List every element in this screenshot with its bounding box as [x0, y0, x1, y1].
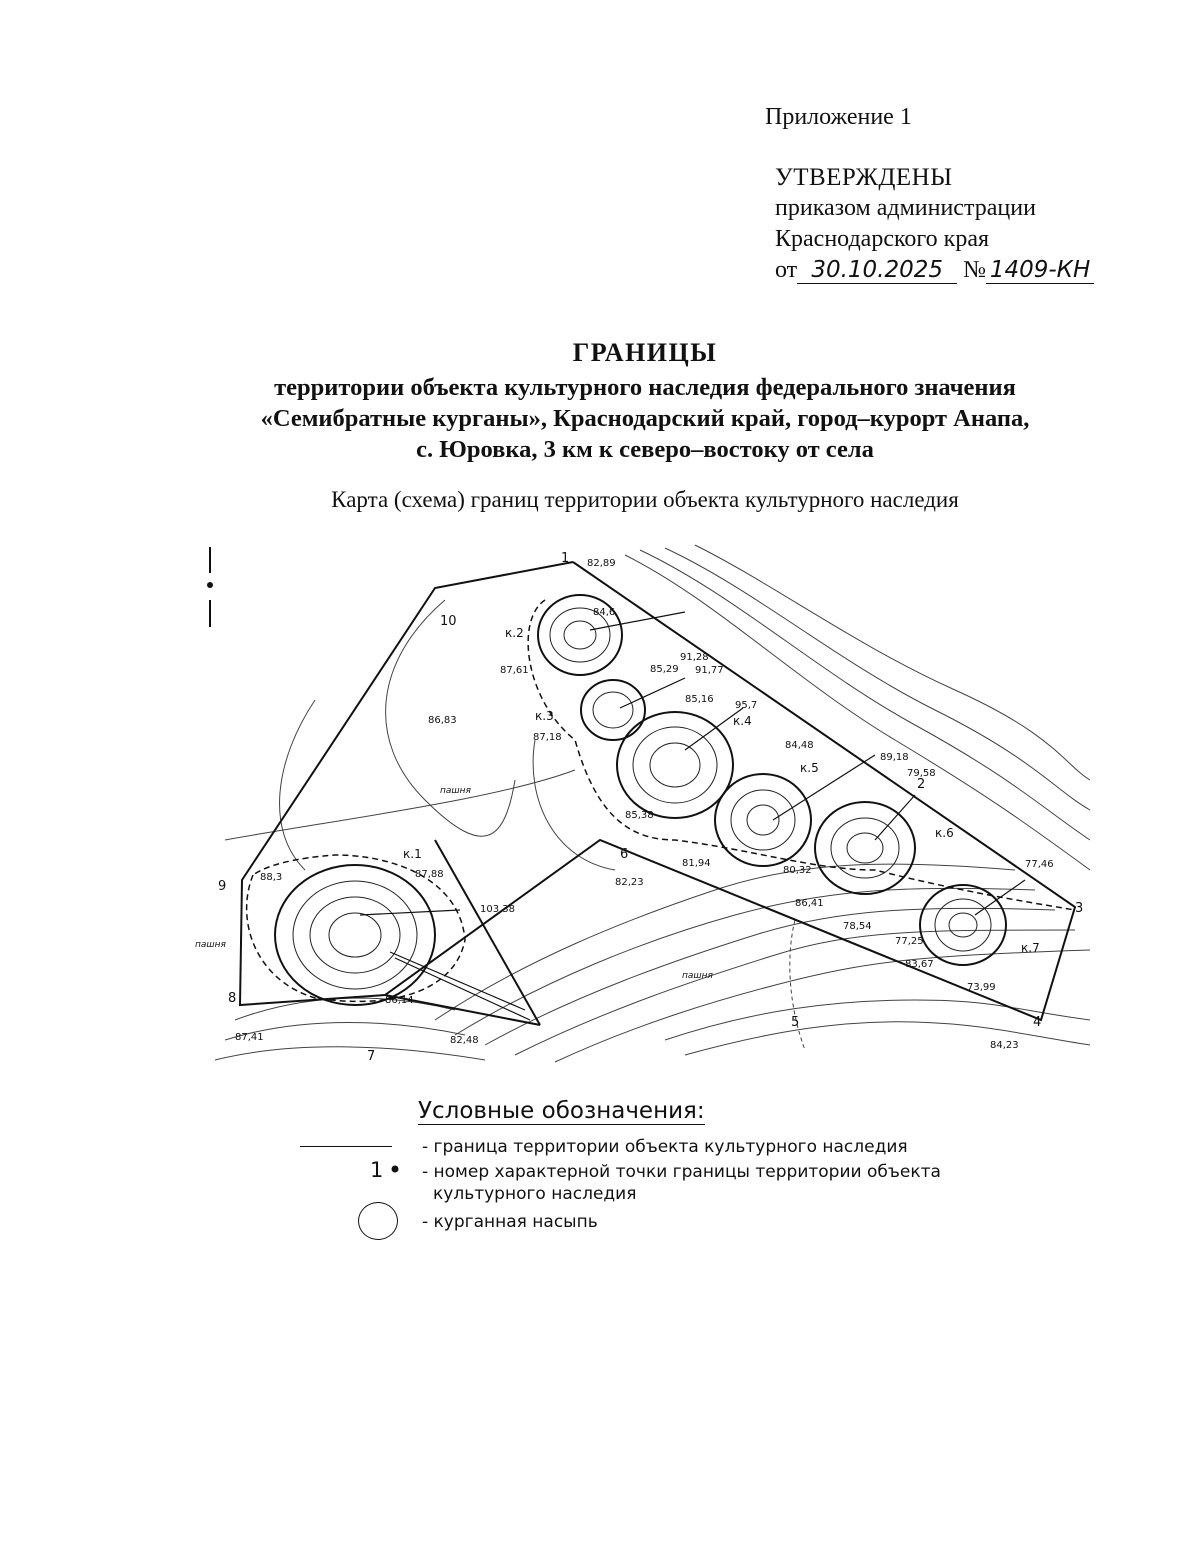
order-line — [775, 255, 1094, 286]
mound-contour — [831, 818, 899, 878]
boundary-map — [195, 540, 1095, 1070]
order-date: 30.10.2025 — [797, 257, 957, 284]
mound-contour — [747, 805, 779, 835]
contour-line — [215, 1047, 485, 1060]
point-label-5: 5 — [791, 1015, 800, 1030]
elevation-label: 95,7 — [735, 700, 758, 711]
approval-block — [775, 162, 1094, 286]
elevation-label: 77,46 — [1025, 859, 1054, 870]
elevation-label: 84,23 — [990, 1040, 1019, 1051]
elevation-label: 85,16 — [685, 694, 714, 705]
order-number-prefix: № — [963, 257, 987, 283]
mound-contour — [329, 913, 381, 957]
order-date-prefix: от — [775, 257, 798, 283]
elevation-label: 91,28 — [680, 652, 709, 663]
point-label-6: 6 — [620, 847, 629, 862]
elevation-label: 77,25 — [895, 936, 924, 947]
elevation-label: 87,18 — [533, 732, 562, 743]
elevation-label: 81,94 — [682, 858, 711, 869]
mound-outline-7 — [920, 885, 1006, 965]
legend-title: Условные обозначения: — [418, 1098, 705, 1124]
legend-point-dot-icon — [390, 1164, 400, 1174]
contour-line — [225, 770, 575, 840]
contour-line — [485, 908, 1055, 1045]
contour-line — [625, 555, 1090, 870]
point-label-3: 3 — [1075, 901, 1084, 916]
elevation-label: 87,41 — [235, 1032, 264, 1043]
mound-contour — [593, 692, 633, 728]
north-arrow-icon — [200, 545, 220, 630]
legend-mound-icon — [358, 1202, 398, 1240]
mound-contour — [935, 899, 991, 951]
legend-boundary-line — [300, 1146, 392, 1147]
mound-contour — [310, 897, 400, 973]
elevation-label: 87,88 — [415, 869, 444, 880]
elevation-label: 85,38 — [625, 810, 654, 821]
elevation-label: 82,48 — [450, 1035, 479, 1046]
elevation-label: 82,23 — [615, 877, 644, 888]
elevation-label: 84,48 — [785, 740, 814, 751]
mound-label-6: к.6 — [935, 826, 954, 840]
point-label-10: 10 — [440, 614, 457, 629]
leader-line — [773, 755, 875, 820]
leader-line — [975, 880, 1025, 915]
mound-contour — [731, 790, 795, 850]
elevation-label: 73,99 — [967, 982, 996, 993]
leader-line — [360, 910, 460, 915]
legend-point-sample: 1 — [370, 1158, 384, 1182]
point-label-4: 4 — [1033, 1015, 1042, 1030]
mound-outline-1 — [275, 865, 435, 1005]
map-caption: Карта (схема) границ территории объекта культурного наследия — [331, 487, 959, 512]
approval-line-2: Краснодарского края — [775, 226, 990, 252]
title-main: ГРАНИЦЫ — [572, 338, 718, 367]
legend-mound-text: - курганная насыпь — [422, 1212, 598, 1232]
mound-label-4: к.4 — [733, 714, 752, 728]
mound-outline-3 — [581, 680, 645, 740]
elevation-label: 78,54 — [843, 921, 872, 932]
title-line-2: «Семибратные курганы», Краснодарский край, город–курорт Анапа, — [260, 405, 1030, 432]
mound-outline-6 — [815, 802, 915, 894]
heritage-boundary — [240, 562, 1075, 1020]
contour-line — [533, 740, 615, 870]
mound-contour — [650, 743, 700, 787]
title-line-1: территории объекта культурного наследия федерального значения — [274, 374, 1016, 401]
mound-label-1: к.1 — [403, 847, 422, 861]
elevation-label: 87,61 — [500, 665, 529, 676]
elevation-label: 79,58 — [907, 768, 936, 779]
zone-outline — [528, 600, 1075, 910]
mound-contour — [633, 727, 717, 803]
elevation-label: 89,18 — [880, 752, 909, 763]
legend-boundary-text: - граница территории объекта культурного наследия — [422, 1137, 908, 1157]
point-label-8: 8 — [228, 991, 237, 1006]
mound-label-7: к.7 — [1021, 941, 1040, 955]
elevation-label: 86,14 — [385, 995, 414, 1006]
land-label: пашня — [195, 940, 226, 950]
land-label: пашня — [440, 786, 471, 796]
mound-contour — [564, 621, 596, 649]
leader-line — [620, 678, 685, 708]
appendix-label: Приложение 1 — [765, 104, 912, 130]
land-label: пашня — [682, 971, 713, 981]
elevation-label: 84,6 — [593, 607, 616, 618]
mound-contour — [949, 913, 977, 937]
mound-outline-5 — [715, 774, 811, 866]
boundary-segment — [435, 840, 540, 1025]
elevation-label: 86,41 — [795, 898, 824, 909]
approved-heading: УТВЕРЖДЕНЫ — [775, 164, 953, 191]
contour-line — [435, 864, 1015, 1020]
elevation-label: 80,32 — [783, 865, 812, 876]
point-label-9: 9 — [218, 879, 227, 894]
elevation-label: 91,77 — [695, 665, 724, 676]
mound-label-3: к.3 — [535, 709, 554, 723]
elevation-label: 83,67 — [905, 959, 934, 970]
point-label-1: 1 — [561, 551, 570, 566]
point-label-7: 7 — [367, 1049, 376, 1064]
document-title — [0, 338, 1200, 465]
legend-point-text-2: культурного наследия — [433, 1184, 637, 1204]
contour-line — [695, 545, 1090, 780]
elevation-label: 88,3 — [260, 872, 283, 883]
approval-line-1: приказом администрации — [775, 195, 1036, 221]
contour-line — [280, 700, 315, 870]
title-line-3: с. Юровка, 3 км к северо–востоку от села — [416, 436, 874, 463]
elevation-label: 103,38 — [480, 904, 515, 915]
point-label-2: 2 — [917, 777, 926, 792]
mound-label-5: к.5 — [800, 761, 819, 775]
contour-line — [685, 1022, 1090, 1055]
mound-label-2: к.2 — [505, 626, 524, 640]
elevation-label: 82,89 — [587, 558, 616, 569]
elevation-label: 85,29 — [650, 664, 679, 675]
legend-point-text: - номер характерной точки границы территории объекта — [422, 1162, 941, 1182]
order-number: 1409-КН — [986, 257, 1094, 284]
elevation-label: 86,83 — [428, 715, 457, 726]
